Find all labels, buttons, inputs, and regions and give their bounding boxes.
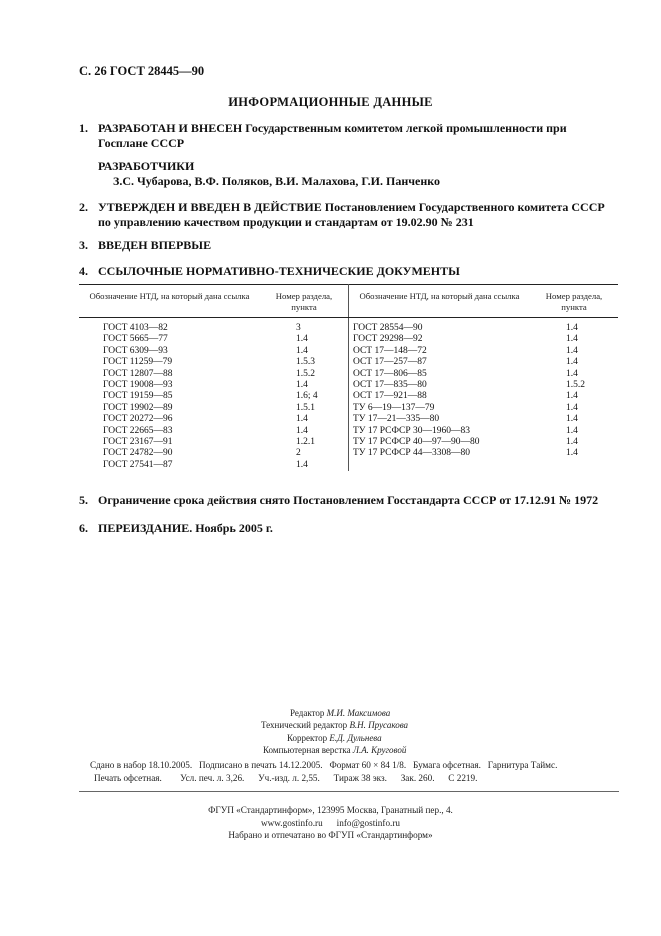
section-text: Ограничение срока действия снято Постановлением Госстандарта СССР от 17.12.91 № 1972	[98, 493, 599, 507]
right-item-cell	[530, 318, 618, 472]
editor-line: Редактор М.И. Максимова	[290, 708, 391, 718]
section-reference: 1.4	[566, 414, 578, 425]
ntd-reference: ГОСТ 22665—83	[103, 425, 173, 436]
ntd-reference: ГОСТ 19902—89	[103, 402, 173, 413]
section-number: 6.	[79, 521, 88, 535]
section-reference: 1.4	[295, 414, 308, 425]
section-text: ПЕРЕИЗДАНИЕ. Ноябрь 2005 г.	[98, 521, 273, 535]
section-reference: 1.4	[566, 402, 578, 413]
references-table	[79, 284, 618, 471]
ntd-reference: ОСТ 17—257—87	[352, 357, 427, 368]
ntd-reference: ОСТ 17—806—85	[352, 368, 427, 379]
ntd-reference: ТУ 6—19—137—79	[352, 402, 435, 413]
section-5	[79, 493, 619, 508]
divider	[79, 791, 619, 792]
ntd-reference: ГОСТ 12807—88	[103, 368, 173, 379]
developers-names: З.С. Чубарова, В.Ф. Поляков, В.И. Малахова, Г.И. Панченко	[113, 174, 441, 188]
publisher-address: ФГУП «Стандартинформ», 123995 Москва, Гранатный пер., 4.	[208, 805, 453, 815]
section-reference: 1.4	[295, 425, 308, 436]
tech-editor-line: Технический редактор В.Н. Прусакова	[261, 720, 409, 731]
header-doc: Обозначение НТД, на который дана ссылка	[79, 285, 260, 318]
ntd-reference: ГОСТ 5665—77	[103, 334, 168, 345]
section-reference: 1.4	[566, 357, 578, 368]
section-reference: 1.5.2	[566, 379, 585, 390]
ntd-reference: ОСТ 17—921—88	[352, 391, 427, 402]
section-reference: 1.4	[566, 323, 578, 333]
section-reference: 1.4	[295, 379, 308, 390]
ntd-reference: ТУ 17—21—335—80	[352, 414, 440, 425]
ntd-reference: ОСТ 17—148—72	[352, 345, 427, 356]
table-row	[79, 318, 618, 472]
section-reference: 1.4	[566, 425, 578, 436]
editorial-credits	[261, 707, 409, 756]
table-header-row	[79, 285, 618, 318]
section-reference: 1.4	[566, 345, 578, 356]
section-reference: 1.5.1	[295, 402, 315, 413]
ntd-reference: ГОСТ 19159—85	[103, 391, 173, 402]
header-item: Номер раздела, пункта	[260, 285, 349, 318]
section-reference: 1.6; 4	[295, 391, 318, 402]
section-6	[79, 521, 619, 536]
section-text: ВВЕДЕН ВПЕРВЫЕ	[98, 238, 212, 252]
section-reference: 1.4	[295, 345, 308, 356]
section-text: Постановлением Государственного комитета СССР по управлению качеством продукции и стандартам от 19.02.90 № 231	[98, 200, 605, 229]
ntd-reference: ГОСТ 24782—90	[103, 448, 173, 459]
section-reference: 1.4	[566, 436, 578, 447]
pub-line-1: Сдано в набор 18.10.2005. Подписано в печать 14.12.2005. Формат 60 × 84 1/8. Бумага офсетная. Гарнитура Таймс.	[90, 760, 558, 770]
section-text: ССЫЛОЧНЫЕ НОРМАТИВНО-ТЕХНИЧЕСКИЕ ДОКУМЕНТЫ	[98, 264, 460, 278]
ntd-reference: ГОСТ 20272—96	[103, 414, 173, 425]
layout-line: Компьютерная верстка Л.А. Круговой	[263, 744, 407, 755]
section-2	[79, 200, 619, 230]
corrector-line: Корректор Е.Д. Дульнева	[287, 732, 382, 743]
ntd-reference: ГОСТ 28554—90	[352, 323, 423, 333]
ntd-reference: ТУ 17 РСФСР 40—97—90—80	[352, 436, 480, 447]
ntd-reference: ОСТ 17—835—80	[352, 379, 427, 390]
left-item-cell	[260, 318, 349, 472]
ntd-reference: ГОСТ 29298—92	[352, 334, 423, 345]
ntd-reference: ГОСТ 19008—93	[103, 379, 173, 390]
pub-line-2: Печать офсетная. Усл. печ. л. 3,26. Уч.-изд. л. 2,55. Тираж 38 экз. Зак. 260. С 2219.	[94, 772, 478, 783]
ntd-reference: ТУ 17 РСФСР 30—1960—83	[352, 425, 470, 436]
email-link[interactable]: info@gostinfo.ru	[336, 817, 400, 828]
publisher-web	[0, 817, 661, 830]
page-title: ИНФОРМАЦИОННЫЕ ДАННЫЕ	[228, 95, 433, 109]
ntd-reference: ГОСТ 11259—79	[103, 357, 173, 368]
right-doc-cell	[348, 318, 530, 472]
ntd-reference: ГОСТ 6309—93	[103, 345, 168, 356]
publication-details	[90, 759, 557, 784]
section-3	[79, 238, 619, 253]
section-lead: УТВЕРЖДЕН И ВВЕДЕН В ДЕЙСТВИЕ	[98, 200, 322, 214]
section-reference: 1.4	[566, 391, 578, 402]
left-doc-cell	[79, 318, 260, 472]
section-reference: 2	[295, 448, 301, 459]
section-reference: 1.5.2	[295, 368, 315, 379]
section-number: 3.	[79, 238, 88, 252]
section-reference: 1.5.3	[295, 357, 315, 368]
ntd-reference: ГОСТ 23167—91	[103, 436, 173, 447]
section-reference: 1.4	[566, 368, 578, 379]
section-1	[79, 121, 619, 151]
section-lead: РАЗРАБОТАН И ВНЕСЕН	[98, 121, 243, 135]
section-number: 5.	[79, 493, 88, 507]
website-link[interactable]: www.gostinfo.ru	[261, 817, 323, 828]
printing-note: Набрано и отпечатано во ФГУП «Стандартинформ»	[228, 830, 433, 840]
publisher-footer	[0, 804, 661, 842]
section-reference: 1.2.1	[295, 436, 315, 447]
section-reference: 1.4	[566, 448, 578, 459]
developers-block	[79, 159, 619, 189]
section-number: 2.	[79, 200, 88, 214]
section-number: 4.	[79, 264, 88, 278]
developers-label: РАЗРАБОТЧИКИ	[98, 159, 195, 173]
section-text: Государственным комитетом легкой промышленности при Госплане СССР	[98, 121, 567, 150]
section-4	[79, 264, 619, 279]
ntd-reference: ГОСТ 4103—82	[103, 323, 168, 333]
section-number: 1.	[79, 121, 88, 135]
ntd-reference: ТУ 17 РСФСР 44—3308—80	[352, 448, 470, 459]
section-reference: 1.4	[566, 334, 578, 345]
header-doc: Обозначение НТД, на который дана ссылка	[348, 285, 530, 318]
header-item: Номер раздела, пункта	[530, 285, 618, 318]
section-reference: 1.4	[295, 459, 308, 470]
page-header: С. 26 ГОСТ 28445—90	[79, 64, 205, 78]
section-reference: 1.4	[295, 334, 308, 345]
ntd-reference: ГОСТ 27541—87	[103, 459, 173, 470]
section-reference: 3	[295, 323, 301, 333]
